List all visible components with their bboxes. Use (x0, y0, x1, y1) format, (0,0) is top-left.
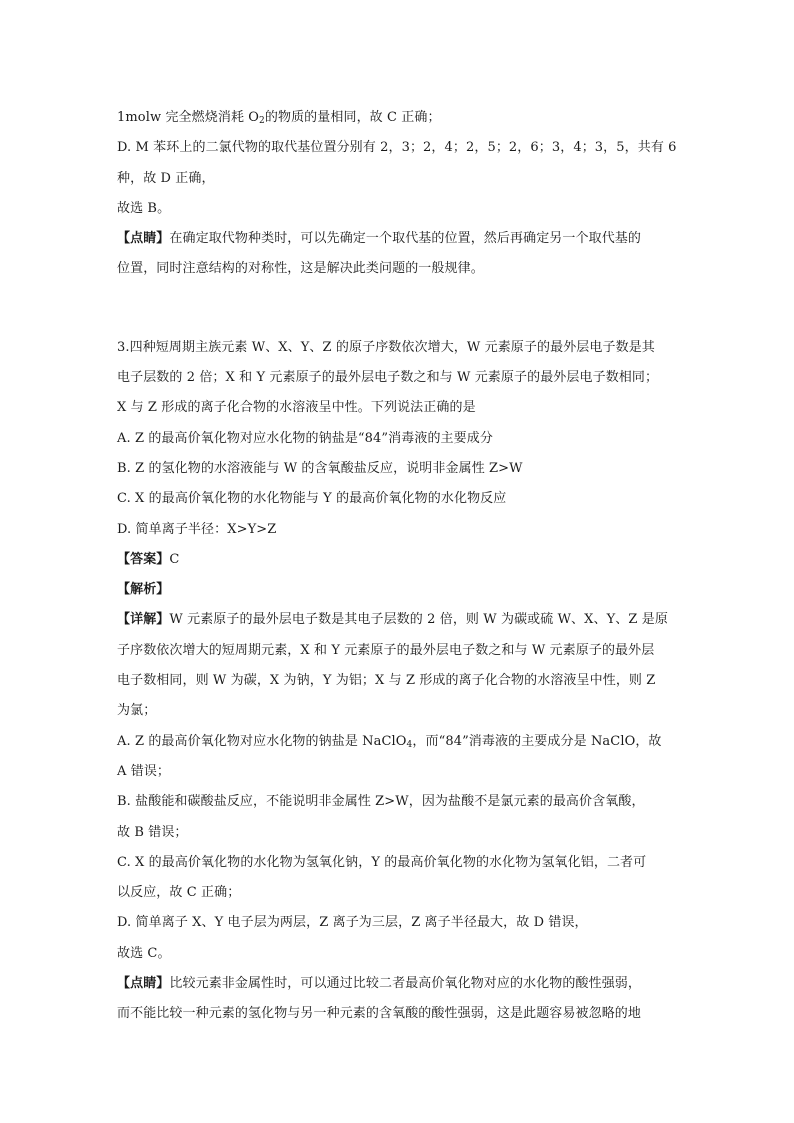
option-d: D. 简单离子半径：X>Y>Z (117, 521, 277, 537)
text-line: C. X 的最高价氧化物的水化物为氢氧化钠，Y 的最高价氧化物的水化物为氢氧化铝，二者可 (117, 854, 647, 870)
document-page (117, 103, 677, 1030)
text-line: A 错误； (117, 763, 171, 779)
spacer (117, 285, 677, 333)
detail-line: 【详解】W 元素原子的最外层电子数是其电子层数的 2 倍，则 W 为碳或硫 W、X、Y、Z 是原 (117, 612, 668, 628)
text-line: 以反应，故 C 正确； (117, 885, 241, 901)
answer-label: 【答案】 (117, 551, 170, 567)
question-stem: 3.四种短周期主族元素 W、X、Y、Z 的原子序数依次增大，W 元素原子的最外层电子数是其 (117, 339, 655, 355)
text-line: 子序数依次增大的短周期元素，X 和 Y 元素原子的最外层电子数之和与 W 元素原子的最外层 (117, 642, 655, 658)
text-line: 电子数相同，则 W 为碳，X 为钠，Y 为铝；X 与 Z 形成的离子化合物的水溶液呈中性，则 Z (117, 673, 656, 689)
text-line: 故 B 错误； (117, 824, 188, 840)
text-line: B. 盐酸能和碳酸盐反应，不能说明非金属性 Z>W，因为盐酸不是氯元素的最高价含氧酸， (117, 794, 645, 810)
text-line: D. 简单离子 X、Y 电子层为两层，Z 离子为三层，Z 离子半径最大，故 D 错误， (117, 915, 588, 931)
answer-line (117, 545, 677, 575)
text-line: 故选 B。 (117, 200, 171, 216)
text-line: A. Z 的最高价氧化物对应水化物的钠盐是 NaClO$_4$，而“84”消毒液的主要成分是 NaClO，故 (117, 733, 662, 750)
tip-line: 【点睛】比较元素非金属性时，可以通过比较二者最高价氧化物对应的水化物的酸性强弱， (117, 976, 642, 992)
text-line: 故选 C。 (117, 945, 171, 961)
text-line: D. M 苯环上的二氯代物的取代基位置分别有 2，3；2，4；2，5；2，6；3，4；3，5，共有 6 (117, 140, 677, 156)
option-a: A. Z 的最高价氧化物对应水化物的钠盐是“84”消毒液的主要成分 (117, 430, 493, 446)
detail-label: 【详解】 (117, 612, 170, 628)
tip-label: 【点睛】 (117, 231, 170, 247)
answer-value: C (169, 551, 180, 567)
question-stem: 电子层数的 2 倍；X 和 Y 元素原子的最外层电子数之和与 W 元素原子的最外层电子数相同； (117, 370, 659, 386)
tip-line: 【点睛】在确定取代物种类时，可以先确定一个取代基的位置，然后再确定另一个取代基的 (117, 231, 642, 247)
text-line: 1molw 完全燃烧消耗 $O_2$的物质的量相同，故 C 正确； (117, 110, 441, 126)
option-b: B. Z 的氢化物的水溶液能与 W 的含氧酸盐反应，说明非金属性 Z>W (117, 460, 523, 476)
text-line: 而不能比较一种元素的氢化物与另一种元素的含氧酸的酸性强弱，这是此题容易被忽略的地 (117, 1006, 642, 1022)
option-c: C. X 的最高价氧化物的水化物能与 Y 的最高价氧化物的水化物反应 (117, 491, 507, 507)
text-line: 为氯； (117, 703, 157, 719)
text-line: 种，故 D 正确， (117, 170, 215, 186)
analysis-label: 【解析】 (117, 582, 170, 598)
question-stem: X 与 Z 形成的离子化合物的水溶液呈中性。下列说法正确的是 (117, 400, 476, 416)
text-line: 位置，同时注意结构的对称性，这是解决此类问题的一般规律。 (117, 261, 484, 277)
tip-label: 【点睛】 (117, 976, 170, 992)
